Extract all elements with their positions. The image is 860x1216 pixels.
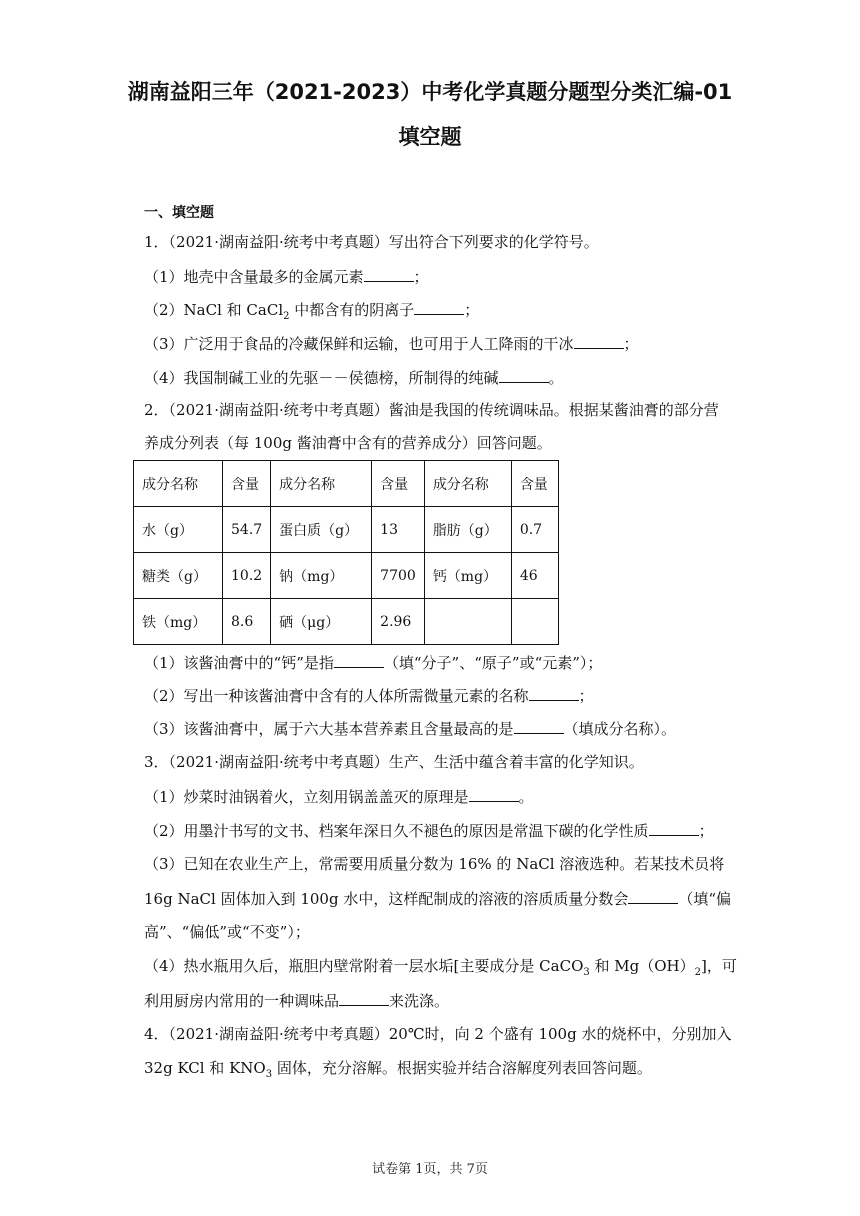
q3-part3-line2: 16g NaCl 固体加入到 100g 水中，这样配制成的溶液的溶质质量分数会 （填“偏 [144,890,732,908]
q3-part4-line1: （4）热水瓶用久后，瓶胆内壁常附着一层水垢[主要成分是 CaCO$_3$ 和 $Mg(OH)_2$]，可 [144,957,737,978]
q3-part4-line2: 利用厨房内常用的一种调味品 来洗涤。 [144,992,450,1010]
q4-stem-line2: 32g KCl 和 $KNO_3$ 固体，充分溶解。根据实验并结合溶解度列表回答问题。 [144,1059,652,1080]
table-cell: 含量 [223,461,271,507]
answer-blank[interactable] [649,820,699,836]
q3-part3-line1: （3）已知在农业生产上，常需要用质量分数为 16% 的 NaCl 溶液选种。若某技术员将 [144,855,725,873]
answer-blank[interactable] [364,266,414,282]
table-cell: 硒（μg） [271,599,372,645]
answer-blank[interactable] [469,786,519,802]
table-cell: 46 [511,553,558,599]
table-cell: 水（g） [134,507,223,553]
q1-part2: （2）NaCl 和 CaCl$_2$ 中都含有的阴离子 ； [144,301,480,322]
section-heading: 一、填空题 [144,205,214,221]
q3-part2: （2）用墨汁书写的文书、档案年深日久不褪色的原因是常温下碳的化学性质 ； [144,822,714,840]
answer-blank[interactable] [334,652,384,668]
table-cell: 8.6 [223,599,271,645]
table-row [134,461,559,507]
table-cell: 钙（mg） [424,553,511,599]
q1-part3: （3）广泛用于食品的冷藏保鲜和运输，也可用于人工降雨的干冰 ； [144,335,639,353]
q2-part1: （1）该酱油膏中的“钙”是指 （填“分子”、“原子”或“元素”）； [144,654,603,672]
table-cell: 成分名称 [134,461,223,507]
table-cell: 54.7 [223,507,271,553]
table-cell: 成分名称 [424,461,511,507]
table-cell: 铁（mg） [134,599,223,645]
q3-stem: 3．（2021·湖南益阳·统考中考真题）生产、生活中蕴含着丰富的化学知识。 [144,753,644,771]
table-row [134,553,559,599]
answer-blank[interactable] [414,299,464,315]
doc-title-line1: 湖南益阳三年（2021-2023）中考化学真题分题型分类汇编-01 [127,80,733,104]
doc-title-line2: 填空题 [398,125,462,149]
table-cell [424,599,511,645]
table-cell: 钠（mg） [271,553,372,599]
table-cell: 7700 [372,553,425,599]
q2-part2: （2）写出一种该酱油膏中含有的人体所需微量元素的名称 ； [144,687,594,705]
q3-part1: （1）炒菜时油锅着火，立刻用锅盖盖灭的原理是 。 [144,788,534,806]
answer-blank[interactable] [514,718,564,734]
q1-stem: 1．（2021·湖南益阳·统考中考真题）写出符合下列要求的化学符号。 [144,233,599,251]
table-row [134,507,559,553]
table-cell: 10.2 [223,553,271,599]
table-cell: 糖类（g） [134,553,223,599]
q3-part3-line3: 高”、“偏低”或“不变”）； [144,923,310,941]
nutrition-table [133,460,559,645]
answer-blank[interactable] [574,333,624,349]
table-cell: 脂肪（g） [424,507,511,553]
q2-stem-line1: 2．（2021·湖南益阳·统考中考真题）酱油是我国的传统调味品。根据某酱油膏的部分营 [144,401,719,419]
q2-part3: （3）该酱油膏中，属于六大基本营养素且含量最高的是 （填成分名称）。 [144,720,677,738]
q1-part1: （1）地壳中含量最多的金属元素 ； [144,268,429,286]
table-cell: 蛋白质（g） [271,507,372,553]
table-cell: 13 [372,507,425,553]
q4-stem-line1: 4．（2021·湖南益阳·统考中考真题）20℃时，向 2 个盛有 100g 水的烧杯中，分别加入 [144,1025,732,1043]
table-cell: 0.7 [511,507,558,553]
table-cell: 含量 [372,461,425,507]
table-row [134,599,559,645]
q1-part4: （4）我国制碱工业的先驱－－侯德榜，所制得的纯碱 。 [144,369,564,387]
answer-blank[interactable] [628,888,678,904]
table-cell [511,599,558,645]
q2-stem-line2: 养成分列表（每 100g 酱油膏中含有的营养成分）回答问题。 [144,434,552,452]
answer-blank[interactable] [339,990,389,1006]
table-cell: 含量 [511,461,558,507]
table-cell: 成分名称 [271,461,372,507]
answer-blank[interactable] [529,685,579,701]
table-cell: 2.96 [372,599,425,645]
answer-blank[interactable] [499,367,549,383]
page-footer: 试卷第 1页，共 7页 [372,1162,488,1177]
